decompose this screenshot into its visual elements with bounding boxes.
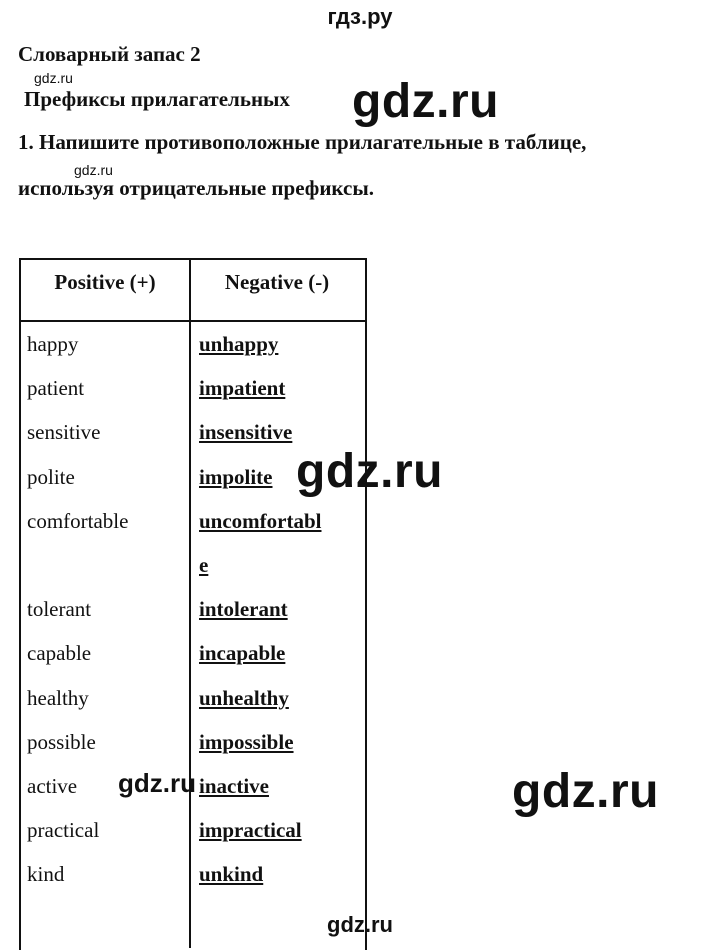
- header-positive: Positive (+): [54, 270, 156, 294]
- table-cell-negative: unhealthy: [199, 686, 289, 710]
- table-cell-positive: possible: [27, 730, 96, 754]
- table-cell-negative: impatient: [199, 376, 286, 400]
- table-cell-negative: inactive: [199, 774, 269, 798]
- table-cell-negative: impolite: [199, 465, 273, 489]
- task-line-2: используя отрицательные префиксы.: [18, 176, 374, 200]
- table-cell-positive: active: [27, 774, 78, 798]
- table-cell-positive: happy: [27, 332, 79, 356]
- site-footer-label: gdz.ru: [327, 912, 393, 937]
- table-cell-positive: practical: [27, 818, 100, 842]
- watermark-small-top: gdz.ru: [34, 70, 73, 86]
- table-cell-positive: kind: [27, 862, 65, 886]
- section-title: Словарный запас 2: [18, 42, 201, 66]
- table-cell-positive: tolerant: [27, 597, 92, 621]
- table-cell-negative: unkind: [199, 862, 264, 886]
- site-header-label: гдз.ру: [327, 4, 393, 29]
- table-cell-positive: comfortable: [27, 509, 129, 533]
- table-cell-positive: patient: [27, 376, 85, 400]
- table-cell-negative: impossible: [199, 730, 294, 754]
- table-cell-positive: healthy: [27, 686, 89, 710]
- table-cell-negative: e: [199, 553, 209, 577]
- watermark-header: gdz.ru: [352, 75, 499, 128]
- table-cell-negative: unhappy: [199, 332, 279, 356]
- table-cell-positive: polite: [27, 465, 75, 489]
- table-cell-negative: uncomfortabl: [199, 509, 322, 533]
- watermark-table-mid: gdz.ru: [296, 445, 443, 498]
- table-cell-negative: incapable: [199, 641, 286, 665]
- header-negative: Negative (-): [224, 270, 330, 294]
- table-cell-negative: intolerant: [199, 597, 288, 621]
- table-column-divider: [189, 258, 191, 948]
- table-header-divider: [19, 320, 365, 322]
- task-line-1: 1. Напишите противоположные прилагательные в таблице,: [18, 130, 587, 154]
- table-cell-negative: insensitive: [199, 420, 293, 444]
- table-cell-positive: sensitive: [27, 420, 101, 444]
- subsection-title: Префиксы прилагательных: [24, 87, 290, 111]
- watermark-table-inline: gdz.ru: [118, 768, 196, 798]
- watermark-right: gdz.ru: [512, 765, 659, 818]
- table-cell-negative: impractical: [199, 818, 302, 842]
- table-cell-positive: capable: [27, 641, 92, 665]
- watermark-small-task: gdz.ru: [74, 162, 113, 178]
